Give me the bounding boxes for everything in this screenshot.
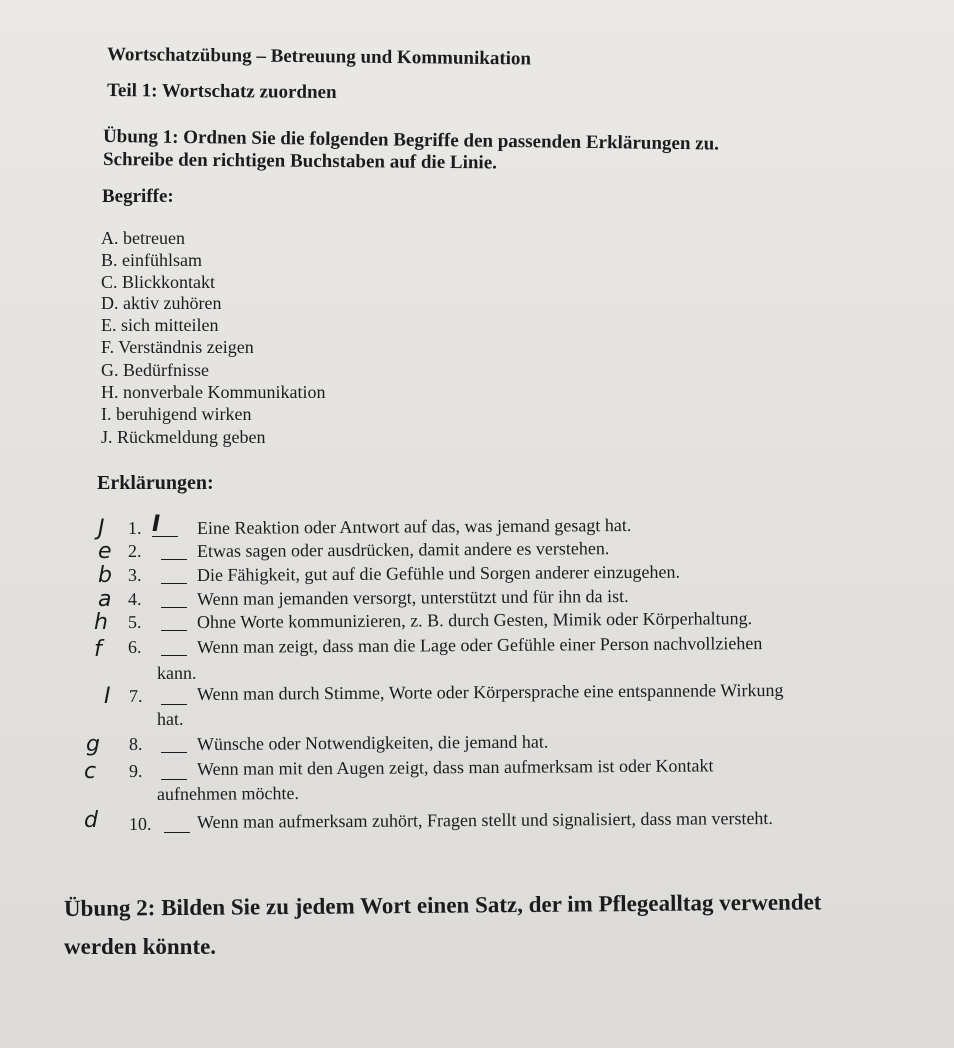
term-a: A. betreuen [101, 228, 185, 248]
terms-heading: Begriffe: [102, 186, 174, 207]
term-g: G. Bedürfnisse [101, 360, 209, 380]
explanation-number: 2. [127, 540, 142, 561]
explanation-row [0, 633, 954, 683]
term-d: D. aktiv zuhören [101, 293, 222, 313]
explanation-row [0, 561, 954, 589]
explanation-text-continued: hat. [156, 708, 184, 729]
explanation-number: 8. [128, 733, 143, 754]
term-h: H. nonverbale Kommunikation [101, 382, 326, 402]
explanation-row [0, 731, 954, 758]
worksheet-title: Wortschatzübung – Betreuung und Kommunikation [106, 44, 532, 70]
explanation-number: 4. [127, 588, 142, 609]
explanation-number: 9. [128, 760, 143, 781]
answer-blank[interactable] [161, 567, 187, 584]
exercise1-instruction-line2: Schreibe den richtigen Buchstaben auf die Linie. [102, 149, 498, 174]
exercise1-instruction-line1: Übung 1: Ordnen Sie die folgenden Begriffe den passenden Erklärungen zu. [102, 126, 720, 155]
handwritten-margin-answer: I [104, 684, 111, 709]
explanation-row [0, 755, 954, 805]
part-heading: Teil 1: Wortschatz zuordnen [106, 80, 337, 104]
term-e: E. sich mitteilen [101, 315, 219, 335]
answer-blank[interactable] [164, 816, 190, 833]
term-f: F. Verständnis zeigen [101, 337, 254, 357]
explanation-number: 10. [128, 813, 152, 834]
explanation-row [0, 608, 954, 636]
explanation-text: Die Fähigkeit, gut auf die Gefühle und Sorgen anderer einzugehen. [196, 561, 681, 585]
handwritten-margin-answer: e [98, 539, 112, 564]
term-i: I. beruhigend wirken [101, 404, 252, 424]
explanation-number: 1. [127, 517, 142, 538]
explanation-text: Wenn man jemanden versorgt, unterstützt und für ihn da ist. [196, 585, 629, 609]
explanations-heading: Erklärungen: [97, 472, 214, 494]
answer-blank[interactable] [161, 639, 187, 656]
handwritten-margin-answer: b [98, 563, 112, 588]
term-j: J. Rückmeldung geben [101, 427, 266, 447]
handwritten-blank-answer: I [152, 512, 161, 537]
explanation-number: 3. [127, 564, 142, 585]
explanation-text: Wenn man aufmerksam zuhört, Fragen stellt und signalisiert, dass man versteht. [196, 807, 773, 832]
term-c: C. Blickkontakt [101, 272, 215, 292]
handwritten-margin-answer: h [94, 610, 108, 635]
exercise2-instruction-line1: Übung 2: Bilden Sie zu jedem Wort einen Satz, der im Pflegealltag verwendet [63, 889, 822, 921]
explanation-text-continued: aufnehmen möchte. [156, 783, 300, 804]
explanation-row [0, 538, 954, 565]
explanation-number: 6. [127, 636, 142, 657]
explanation-number: 5. [127, 611, 142, 632]
explanation-text-continued: kann. [156, 662, 197, 683]
term-b: B. einfühlsam [101, 250, 202, 270]
explanation-text: Wenn man durch Stimme, Worte oder Körpersprache eine entspannende Wirkung [196, 679, 784, 704]
explanation-text: Wenn man mit den Augen zeigt, dass man aufmerksam ist oder Kontakt [196, 755, 714, 779]
handwritten-margin-answer: d [84, 808, 98, 833]
explanation-text: Wenn man zeigt, dass man die Lage oder Gefühle einer Person nachvollziehen [196, 633, 763, 657]
answer-blank[interactable] [161, 736, 187, 753]
handwritten-margin-answer: a [98, 587, 112, 612]
answer-blank[interactable] [161, 591, 187, 608]
answer-blank[interactable] [161, 543, 187, 560]
explanation-number: 7. [128, 685, 143, 706]
answer-blank[interactable] [161, 614, 187, 631]
answer-blank[interactable] [161, 688, 187, 705]
handwritten-margin-answer: J [98, 516, 105, 541]
explanation-text: Ohne Worte kommunizieren, z. B. durch Gesten, Mimik oder Körperhaltung. [196, 608, 753, 632]
explanation-text: Wünsche oder Notwendigkeiten, die jemand hat. [196, 731, 549, 754]
exercise2-instruction-line2: werden könnte. [64, 934, 217, 959]
explanation-row [0, 807, 954, 836]
handwritten-margin-answer: c [84, 759, 97, 784]
handwritten-margin-answer: f [94, 637, 102, 662]
explanation-text: Etwas sagen oder ausdrücken, damit andere es verstehen. [196, 538, 610, 561]
answer-blank[interactable] [161, 763, 187, 780]
explanation-row [0, 679, 954, 730]
explanation-text: Eine Reaktion oder Antwort auf das, was jemand gesagt hat. [196, 514, 632, 538]
handwritten-margin-answer: g [86, 732, 100, 757]
